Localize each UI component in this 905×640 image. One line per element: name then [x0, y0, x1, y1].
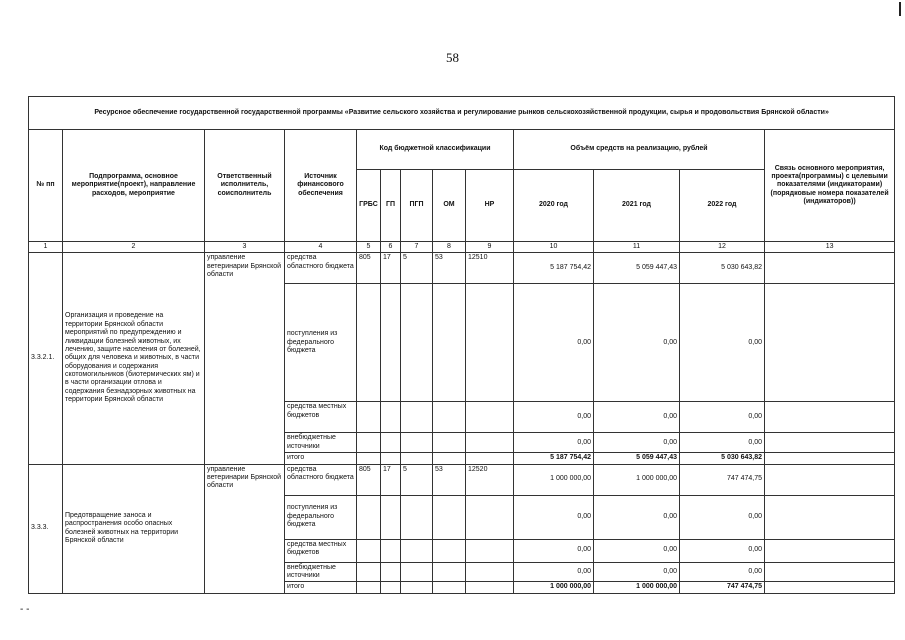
amount-2022-cell: 0,00 — [680, 539, 765, 562]
amount-2022-cell: 0,00 — [680, 284, 765, 402]
nr-cell — [466, 402, 514, 433]
grbs-cell — [357, 284, 381, 402]
amount-2021-cell: 0,00 — [594, 562, 680, 582]
nr-cell — [466, 495, 514, 539]
gp-cell — [381, 582, 401, 593]
gp-cell — [381, 402, 401, 433]
pgp-cell — [401, 402, 433, 433]
indicator-link-cell — [765, 453, 895, 464]
source-cell: средства местных бюджетов — [285, 539, 357, 562]
om-cell — [433, 402, 466, 433]
header-gp: ГП — [381, 170, 401, 242]
amount-2020-cell: 5 187 754,42 — [514, 253, 594, 284]
source-cell: средства областного бюджета — [285, 464, 357, 495]
nr-cell — [466, 433, 514, 453]
grbs-cell — [357, 433, 381, 453]
source-cell: средства местных бюджетов — [285, 402, 357, 433]
section-name: Организация и проведение на территории Брянской области мероприятий по предупреждению и ликвидации болезней животных, их лечению, защите населения от болезней, общих для человека и животных, в части оборудования и содержания скотомогильников (биотермических ям) и в части организации отлова и содержания безнадзорных животных на территории Брянской области — [63, 253, 205, 464]
gp-cell — [381, 539, 401, 562]
nr-cell — [466, 539, 514, 562]
col-number: 13 — [765, 242, 895, 253]
indicator-link-cell — [765, 582, 895, 593]
om-cell: 53 — [433, 464, 466, 495]
edge-mark — [899, 2, 901, 16]
col-number: 2 — [63, 242, 205, 253]
header-pgp: ПГП — [401, 170, 433, 242]
indicator-link-cell — [765, 284, 895, 402]
col-number: 7 — [401, 242, 433, 253]
col-number: 3 — [205, 242, 285, 253]
amount-2021-cell: 0,00 — [594, 284, 680, 402]
header-budget-code: Код бюджетной классификации — [357, 130, 514, 170]
header-nr: НР — [466, 170, 514, 242]
header-executor: Ответственный исполнитель, соисполнитель — [205, 130, 285, 242]
page-number: 58 — [446, 50, 459, 65]
pgp-cell — [401, 562, 433, 582]
table-row — [29, 464, 895, 495]
section-executor: управление ветеринарии Брянской области — [205, 464, 285, 593]
header-2020: 2020 год — [514, 170, 594, 242]
pgp-cell: 5 — [401, 253, 433, 284]
om-cell — [433, 284, 466, 402]
grbs-cell — [357, 582, 381, 593]
om-cell — [433, 495, 466, 539]
amount-2020-cell: 1 000 000,00 — [514, 582, 594, 593]
col-number: 9 — [466, 242, 514, 253]
col-number: 6 — [381, 242, 401, 253]
nr-cell — [466, 284, 514, 402]
amount-2021-cell: 5 059 447,43 — [594, 253, 680, 284]
amount-2021-cell: 0,00 — [594, 539, 680, 562]
amount-2020-cell: 0,00 — [514, 539, 594, 562]
pgp-cell — [401, 539, 433, 562]
amount-2022-cell: 0,00 — [680, 402, 765, 433]
col-number: 10 — [514, 242, 594, 253]
grbs-cell — [357, 402, 381, 433]
header-2021: 2021 год — [594, 170, 680, 242]
amount-2020-cell: 0,00 — [514, 402, 594, 433]
indicator-link-cell — [765, 402, 895, 433]
grbs-cell — [357, 562, 381, 582]
resource-table — [28, 96, 895, 594]
pgp-cell — [401, 284, 433, 402]
amount-2022-cell: 0,00 — [680, 562, 765, 582]
amount-2022-cell: 0,00 — [680, 495, 765, 539]
margin-mark: - - — [20, 604, 30, 615]
amount-2020-cell: 0,00 — [514, 433, 594, 453]
col-number: 5 — [357, 242, 381, 253]
om-cell — [433, 562, 466, 582]
indicator-link-cell — [765, 464, 895, 495]
nr-cell — [466, 582, 514, 593]
gp-cell: 17 — [381, 253, 401, 284]
header-source: Источник финансового обеспечения — [285, 130, 357, 242]
pgp-cell: 5 — [401, 464, 433, 495]
indicator-link-cell — [765, 495, 895, 539]
grbs-cell — [357, 495, 381, 539]
grbs-cell: 805 — [357, 253, 381, 284]
amount-2020-cell: 0,00 — [514, 284, 594, 402]
source-cell: итого — [285, 582, 357, 593]
amount-2022-cell: 5 030 643,82 — [680, 453, 765, 464]
col-number: 1 — [29, 242, 63, 253]
nr-cell — [466, 562, 514, 582]
header-volume: Объём средств на реализацию, рублей — [514, 130, 765, 170]
amount-2021-cell: 5 059 447,43 — [594, 453, 680, 464]
source-cell: внебюджетные источники — [285, 562, 357, 582]
col-number: 11 — [594, 242, 680, 253]
amount-2021-cell: 1 000 000,00 — [594, 464, 680, 495]
column-number-row — [29, 242, 895, 253]
om-cell — [433, 539, 466, 562]
pgp-cell — [401, 433, 433, 453]
source-cell: итого — [285, 453, 357, 464]
grbs-cell — [357, 453, 381, 464]
col-number: 8 — [433, 242, 466, 253]
amount-2021-cell: 1 000 000,00 — [594, 582, 680, 593]
nr-cell — [466, 453, 514, 464]
section-executor: управление ветеринарии Брянской области — [205, 253, 285, 464]
gp-cell — [381, 284, 401, 402]
source-cell: внебюджетные источники — [285, 433, 357, 453]
gp-cell — [381, 562, 401, 582]
pgp-cell — [401, 582, 433, 593]
col-number: 12 — [680, 242, 765, 253]
header-num: № пп — [29, 130, 63, 242]
indicator-link-cell — [765, 253, 895, 284]
gp-cell — [381, 433, 401, 453]
gp-cell: 17 — [381, 464, 401, 495]
table-row — [29, 253, 895, 284]
indicator-link-cell — [765, 433, 895, 453]
amount-2020-cell: 1 000 000,00 — [514, 464, 594, 495]
section-number: 3.3.3. — [29, 464, 63, 593]
table-title: Ресурсное обеспечение государственной государственной программы «Развитие сельского хозяйства и регулирование рынков сельскохозяйственной продукции, сырья и продовольствия Брянской области» — [29, 97, 895, 130]
amount-2021-cell: 0,00 — [594, 433, 680, 453]
section-name: Предотвращение заноса и распространения особо опасных болезней животных на территории Брянской области — [63, 464, 205, 593]
source-cell: средства областного бюджета — [285, 253, 357, 284]
amount-2020-cell: 0,00 — [514, 562, 594, 582]
amount-2022-cell: 747 474,75 — [680, 582, 765, 593]
grbs-cell — [357, 539, 381, 562]
amount-2021-cell: 0,00 — [594, 402, 680, 433]
section-number: 3.3.2.1. — [29, 253, 63, 464]
amount-2020-cell: 0,00 — [514, 495, 594, 539]
header-name: Подпрограмма, основное мероприятие(проект), направление расходов, мероприятие — [63, 130, 205, 242]
amount-2020-cell: 5 187 754,42 — [514, 453, 594, 464]
nr-cell: 12510 — [466, 253, 514, 284]
source-cell: поступления из федерального бюджета — [285, 284, 357, 402]
indicator-link-cell — [765, 539, 895, 562]
gp-cell — [381, 495, 401, 539]
pgp-cell — [401, 453, 433, 464]
gp-cell — [381, 453, 401, 464]
indicator-link-cell — [765, 562, 895, 582]
grbs-cell: 805 — [357, 464, 381, 495]
nr-cell: 12520 — [466, 464, 514, 495]
om-cell: 53 — [433, 253, 466, 284]
header-grbs: ГРБС — [357, 170, 381, 242]
header-om: ОМ — [433, 170, 466, 242]
header-2022: 2022 год — [680, 170, 765, 242]
source-cell: поступления из федерального бюджета — [285, 495, 357, 539]
pgp-cell — [401, 495, 433, 539]
om-cell — [433, 453, 466, 464]
amount-2022-cell: 747 474,75 — [680, 464, 765, 495]
amount-2022-cell: 0,00 — [680, 433, 765, 453]
om-cell — [433, 582, 466, 593]
header-link: Связь основного мероприятия, проекта(программы) с целевыми показателями (индикаторами) (порядковые номера показателей (индикаторов)) — [765, 130, 895, 242]
om-cell — [433, 433, 466, 453]
col-number: 4 — [285, 242, 357, 253]
amount-2021-cell: 0,00 — [594, 495, 680, 539]
amount-2022-cell: 5 030 643,82 — [680, 253, 765, 284]
